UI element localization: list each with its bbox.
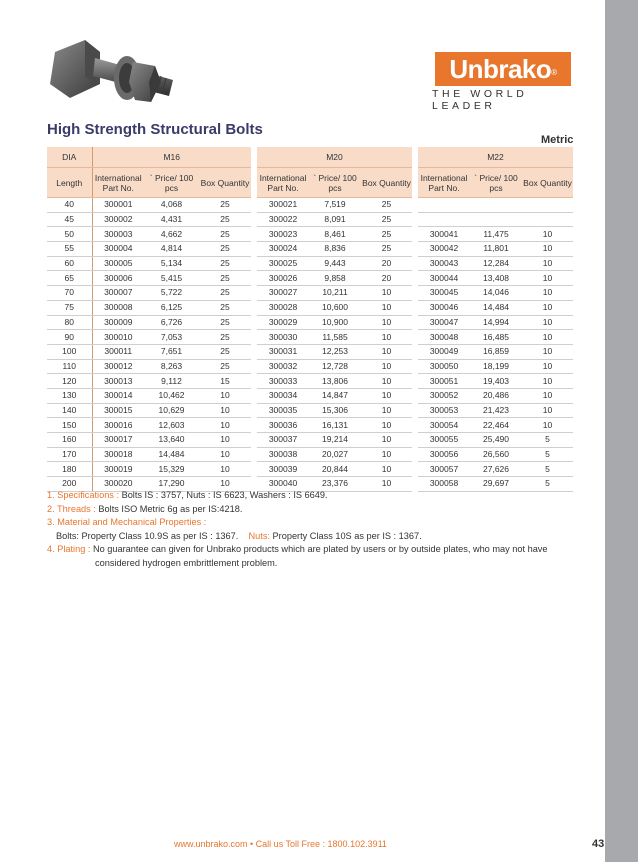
part-no-cell: 300053: [418, 403, 470, 418]
box-qty-cell: 25: [199, 212, 251, 227]
box-qty-cell: 10: [522, 374, 573, 389]
table-row: [47, 300, 251, 315]
table-row: [418, 388, 573, 403]
box-qty-cell: 10: [361, 388, 412, 403]
box-qty-cell: 5: [522, 477, 573, 492]
part-no-cell: 300003: [92, 227, 144, 242]
table-row: [257, 330, 412, 345]
price-cell: 10,900: [309, 315, 361, 330]
price-cell: 29,697: [470, 477, 522, 492]
price-cell: 16,485: [470, 330, 522, 345]
price-cell: 5,415: [144, 271, 199, 286]
part-no-cell: 300019: [92, 462, 144, 477]
part-no-cell: 300045: [418, 286, 470, 301]
brand-tagline: THE WORLD LEADER: [432, 88, 528, 112]
price-cell: 18,199: [470, 359, 522, 374]
price-cell: 5,134: [144, 256, 199, 271]
table-row: [418, 447, 573, 462]
price-cell: 26,560: [470, 447, 522, 462]
part-no-cell: 300038: [257, 447, 309, 462]
table-row: [418, 359, 573, 374]
price-cell: 8,263: [144, 359, 199, 374]
box-qty-cell: 10: [522, 256, 573, 271]
box-qty-cell: 25: [199, 271, 251, 286]
table-row: [257, 256, 412, 271]
table-row: [257, 433, 412, 448]
table-row: [257, 447, 412, 462]
length-cell: 110: [47, 359, 92, 374]
price-cell: 9,443: [309, 256, 361, 271]
table-row: [47, 418, 251, 433]
part-no-cell: 300001: [92, 198, 144, 213]
part-no-cell: 300039: [257, 462, 309, 477]
part-no-cell: 300048: [418, 330, 470, 345]
part-no-cell: 300031: [257, 344, 309, 359]
price-cell: 7,519: [309, 198, 361, 213]
table-row: [418, 418, 573, 433]
length-cell: 170: [47, 447, 92, 462]
part-no-cell: [418, 198, 470, 213]
length-cell: 80: [47, 315, 92, 330]
part-no-cell: 300050: [418, 359, 470, 374]
table-row: [418, 403, 573, 418]
box-qty-cell: 25: [199, 227, 251, 242]
table-row: [418, 227, 573, 242]
table-row: [257, 271, 412, 286]
part-no-cell: 300004: [92, 242, 144, 257]
table-row: [418, 433, 573, 448]
notes-section: [47, 489, 587, 570]
box-qty-cell: 5: [522, 462, 573, 477]
price-cell: 15,306: [309, 403, 361, 418]
table-m16: [47, 147, 251, 492]
price-cell: 12,603: [144, 418, 199, 433]
part-no-cell: 300032: [257, 359, 309, 374]
table-m22: [418, 147, 573, 492]
part-no-cell: 300058: [418, 477, 470, 492]
metric-label: Metric: [541, 134, 574, 146]
part-no-cell: 300006: [92, 271, 144, 286]
box-qty-cell: 10: [199, 477, 251, 492]
part-no-cell: 300051: [418, 374, 470, 389]
part-no-cell: 300047: [418, 315, 470, 330]
length-cell: 130: [47, 388, 92, 403]
part-no-cell: 300052: [418, 388, 470, 403]
box-qty-cell: 10: [199, 418, 251, 433]
price-cell: 11,585: [309, 330, 361, 345]
table-row: [47, 374, 251, 389]
price-cell: 19,214: [309, 433, 361, 448]
price-cell: 8,461: [309, 227, 361, 242]
box-qty-header: Box Quantity: [361, 168, 412, 198]
table-row: [257, 227, 412, 242]
part-no-cell: [418, 212, 470, 227]
length-cell: 90: [47, 330, 92, 345]
table-row: [47, 286, 251, 301]
price-cell: 9,112: [144, 374, 199, 389]
box-qty-cell: 5: [522, 447, 573, 462]
box-qty-cell: 25: [361, 198, 412, 213]
price-cell: 4,431: [144, 212, 199, 227]
table-row: [47, 359, 251, 374]
box-qty-header: Box Quantity: [522, 168, 573, 198]
part-no-cell: 300015: [92, 403, 144, 418]
box-qty-cell: [522, 198, 573, 213]
table-row: [418, 315, 573, 330]
price-cell: 4,662: [144, 227, 199, 242]
dia-header: DIA: [47, 147, 92, 168]
price-header: ` Price/ 100 pcs: [144, 168, 199, 198]
box-qty-cell: 10: [522, 344, 573, 359]
length-cell: 50: [47, 227, 92, 242]
box-qty-cell: 10: [361, 433, 412, 448]
length-cell: 55: [47, 242, 92, 257]
box-qty-cell: 10: [522, 242, 573, 257]
price-cell: 16,859: [470, 344, 522, 359]
table-row: [47, 212, 251, 227]
price-cell: 4,068: [144, 198, 199, 213]
table-row: [47, 447, 251, 462]
price-cell: 13,806: [309, 374, 361, 389]
table-row: [257, 462, 412, 477]
table-row: [47, 198, 251, 213]
part-no-cell: 300041: [418, 227, 470, 242]
box-qty-cell: 25: [361, 212, 412, 227]
box-qty-cell: 10: [522, 359, 573, 374]
part-no-cell: 300042: [418, 242, 470, 257]
part-no-cell: 300018: [92, 447, 144, 462]
table-row: [257, 344, 412, 359]
table-row: [47, 227, 251, 242]
price-header: ` Price/ 100 pcs: [470, 168, 522, 198]
box-qty-cell: 10: [199, 433, 251, 448]
box-qty-cell: 10: [522, 418, 573, 433]
table-row: [47, 271, 251, 286]
note-material: 3. Material and Mechanical Properties :: [47, 517, 207, 527]
table-row: [47, 256, 251, 271]
note-material-detail: Bolts: Property Class 10.9S as per IS : 1367. Nuts: Property Class 10S as per IS : 1367.: [56, 530, 422, 541]
price-cell: 20,486: [470, 388, 522, 403]
brand-logo: Unbrako®: [435, 52, 571, 86]
price-cell: 21,423: [470, 403, 522, 418]
table-row: [418, 212, 573, 227]
length-cell: 200: [47, 477, 92, 492]
part-no-cell: 300021: [257, 198, 309, 213]
box-qty-cell: 10: [199, 447, 251, 462]
part-no-cell: 300030: [257, 330, 309, 345]
price-cell: 12,284: [470, 256, 522, 271]
length-cell: 60: [47, 256, 92, 271]
table-row: [257, 359, 412, 374]
table-row: [418, 300, 573, 315]
length-cell: 70: [47, 286, 92, 301]
price-cell: 8,836: [309, 242, 361, 257]
box-qty-cell: 10: [361, 300, 412, 315]
bolt-image: [45, 22, 180, 110]
group-header-m22: M22: [418, 147, 573, 168]
note-threads: 2. Threads : Bolts ISO Metric 6g as per IS:4218.: [47, 503, 243, 514]
box-qty-cell: 10: [361, 462, 412, 477]
footer-contact: www.unbrako.com • Call us Toll Free : 1800.102.3911: [174, 839, 387, 849]
box-qty-cell: 25: [199, 359, 251, 374]
box-qty-cell: 25: [199, 242, 251, 257]
box-qty-cell: 10: [522, 330, 573, 345]
length-cell: 150: [47, 418, 92, 433]
box-qty-cell: 10: [522, 286, 573, 301]
table-row: [47, 403, 251, 418]
part-no-cell: 300035: [257, 403, 309, 418]
table-row: [257, 418, 412, 433]
box-qty-cell: 10: [361, 315, 412, 330]
length-cell: 180: [47, 462, 92, 477]
note-specifications: 1. Specifications : Bolts IS : 3757, Nuts : IS 6623, Washers : IS 6649.: [47, 490, 328, 500]
box-qty-cell: 10: [522, 300, 573, 315]
box-qty-cell: 20: [361, 256, 412, 271]
part-no-cell: 300002: [92, 212, 144, 227]
box-qty-cell: 25: [199, 286, 251, 301]
table-row: [47, 242, 251, 257]
table-row: [418, 330, 573, 345]
box-qty-cell: 25: [361, 227, 412, 242]
table-row: [47, 330, 251, 345]
part-no-cell: 300034: [257, 388, 309, 403]
part-no-cell: 300040: [257, 477, 309, 492]
table-row: [47, 462, 251, 477]
part-no-cell: 300036: [257, 418, 309, 433]
price-cell: 7,651: [144, 344, 199, 359]
note-plating: 4. Plating : No guarantee can given for Unbrako products which are plated by users or by outside plates, who may not have: [47, 544, 548, 554]
part-no-cell: 300027: [257, 286, 309, 301]
price-cell: 10,629: [144, 403, 199, 418]
box-qty-cell: 10: [522, 403, 573, 418]
side-bar: [605, 0, 638, 862]
length-header: Length: [47, 168, 92, 198]
price-cell: 20,027: [309, 447, 361, 462]
box-qty-cell: 10: [361, 403, 412, 418]
price-cell: 10,211: [309, 286, 361, 301]
price-cell: 27,626: [470, 462, 522, 477]
part-no-cell: 300022: [257, 212, 309, 227]
group-header-m20: M20: [257, 147, 412, 168]
price-cell: 10,462: [144, 388, 199, 403]
price-cell: 6,125: [144, 300, 199, 315]
table-row: [257, 300, 412, 315]
part-no-cell: 300026: [257, 271, 309, 286]
price-cell: 14,994: [470, 315, 522, 330]
box-qty-cell: 10: [361, 477, 412, 492]
box-qty-cell: 15: [199, 374, 251, 389]
box-qty-cell: 25: [199, 198, 251, 213]
box-qty-cell: 25: [199, 330, 251, 345]
part-no-cell: 300029: [257, 315, 309, 330]
page-title: High Strength Structural Bolts: [47, 121, 263, 138]
part-no-cell: 300028: [257, 300, 309, 315]
price-cell: 20,844: [309, 462, 361, 477]
box-qty-cell: [522, 212, 573, 227]
price-cell: 11,475: [470, 227, 522, 242]
part-no-header: International Part No.: [257, 168, 309, 198]
part-no-cell: 300037: [257, 433, 309, 448]
part-no-cell: 300024: [257, 242, 309, 257]
table-row: [257, 315, 412, 330]
part-no-header: International Part No.: [418, 168, 470, 198]
page-number: 43: [592, 838, 605, 850]
part-no-cell: 300012: [92, 359, 144, 374]
table-m20: [257, 147, 412, 492]
length-cell: 75: [47, 300, 92, 315]
part-no-cell: 300009: [92, 315, 144, 330]
price-cell: 23,376: [309, 477, 361, 492]
part-no-cell: 300007: [92, 286, 144, 301]
table-row: [257, 403, 412, 418]
part-no-cell: 300011: [92, 344, 144, 359]
box-qty-cell: 10: [522, 315, 573, 330]
price-cell: [470, 198, 522, 213]
box-qty-cell: 25: [361, 242, 412, 257]
part-no-cell: 300046: [418, 300, 470, 315]
part-no-cell: 300013: [92, 374, 144, 389]
price-cell: 14,484: [470, 300, 522, 315]
table-row: [418, 271, 573, 286]
part-no-cell: 300057: [418, 462, 470, 477]
price-cell: 10,600: [309, 300, 361, 315]
box-qty-cell: 10: [199, 388, 251, 403]
box-qty-header: Box Quantity: [199, 168, 251, 198]
box-qty-cell: 10: [361, 447, 412, 462]
price-cell: 7,053: [144, 330, 199, 345]
price-cell: 12,253: [309, 344, 361, 359]
box-qty-cell: 10: [522, 227, 573, 242]
price-cell: 14,046: [470, 286, 522, 301]
table-row: [47, 433, 251, 448]
box-qty-cell: 10: [361, 344, 412, 359]
length-cell: 100: [47, 344, 92, 359]
box-qty-cell: 25: [199, 256, 251, 271]
price-cell: 9,858: [309, 271, 361, 286]
part-no-cell: 300054: [418, 418, 470, 433]
price-cell: 15,329: [144, 462, 199, 477]
table-row: [257, 212, 412, 227]
box-qty-cell: 10: [522, 388, 573, 403]
box-qty-cell: 25: [199, 300, 251, 315]
table-row: [47, 344, 251, 359]
part-no-cell: 300043: [418, 256, 470, 271]
length-cell: 40: [47, 198, 92, 213]
table-row: [418, 256, 573, 271]
length-cell: 45: [47, 212, 92, 227]
price-cell: 11,801: [470, 242, 522, 257]
price-cell: 13,408: [470, 271, 522, 286]
note-plating-cont: considered hydrogen embrittlement problem.: [95, 557, 278, 568]
table-row: [47, 388, 251, 403]
box-qty-cell: 25: [199, 344, 251, 359]
box-qty-cell: 10: [361, 359, 412, 374]
table-row: [418, 374, 573, 389]
part-no-cell: 300017: [92, 433, 144, 448]
price-cell: 13,640: [144, 433, 199, 448]
part-no-header: International Part No.: [92, 168, 144, 198]
part-no-cell: 300056: [418, 447, 470, 462]
table-row: [418, 462, 573, 477]
table-row: [47, 315, 251, 330]
table-row: [257, 198, 412, 213]
box-qty-cell: 20: [361, 271, 412, 286]
table-row: [418, 198, 573, 213]
table-row: [418, 344, 573, 359]
price-cell: 6,726: [144, 315, 199, 330]
length-cell: 120: [47, 374, 92, 389]
box-qty-cell: 25: [199, 315, 251, 330]
part-no-cell: 300023: [257, 227, 309, 242]
part-no-cell: 300033: [257, 374, 309, 389]
price-cell: 22,464: [470, 418, 522, 433]
part-no-cell: 300016: [92, 418, 144, 433]
length-cell: 65: [47, 271, 92, 286]
part-no-cell: 300055: [418, 433, 470, 448]
box-qty-cell: 10: [199, 462, 251, 477]
box-qty-cell: 10: [361, 330, 412, 345]
price-cell: 19,403: [470, 374, 522, 389]
part-no-cell: 300014: [92, 388, 144, 403]
part-no-cell: 300025: [257, 256, 309, 271]
price-cell: 12,728: [309, 359, 361, 374]
price-cell: 5,722: [144, 286, 199, 301]
table-row: [257, 374, 412, 389]
table-row: [257, 388, 412, 403]
length-cell: 160: [47, 433, 92, 448]
part-no-cell: 300049: [418, 344, 470, 359]
group-header-m16: M16: [92, 147, 251, 168]
price-cell: 25,490: [470, 433, 522, 448]
box-qty-cell: 5: [522, 433, 573, 448]
price-cell: 16,131: [309, 418, 361, 433]
price-cell: 17,290: [144, 477, 199, 492]
price-header: ` Price/ 100 pcs: [309, 168, 361, 198]
part-no-cell: 300005: [92, 256, 144, 271]
table-row: [418, 242, 573, 257]
price-cell: 14,484: [144, 447, 199, 462]
box-qty-cell: 10: [361, 418, 412, 433]
part-no-cell: 300044: [418, 271, 470, 286]
price-cell: 14,847: [309, 388, 361, 403]
price-cell: 4,814: [144, 242, 199, 257]
box-qty-cell: 10: [361, 286, 412, 301]
price-cell: [470, 212, 522, 227]
length-cell: 140: [47, 403, 92, 418]
part-no-cell: 300020: [92, 477, 144, 492]
table-row: [418, 286, 573, 301]
part-no-cell: 300008: [92, 300, 144, 315]
box-qty-cell: 10: [522, 271, 573, 286]
box-qty-cell: 10: [199, 403, 251, 418]
part-no-cell: 300010: [92, 330, 144, 345]
table-row: [257, 242, 412, 257]
table-row: [257, 286, 412, 301]
box-qty-cell: 10: [361, 374, 412, 389]
price-cell: 8,091: [309, 212, 361, 227]
